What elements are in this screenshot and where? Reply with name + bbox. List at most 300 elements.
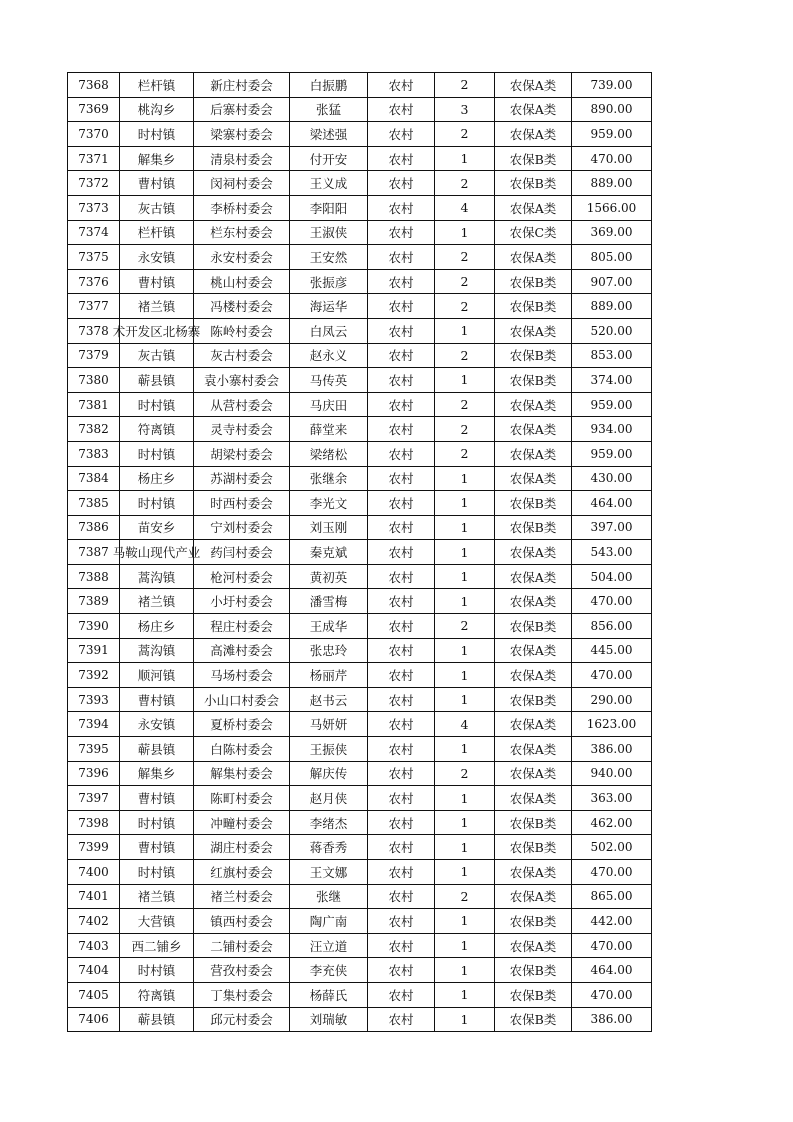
cell-member-count: 2 [435, 245, 495, 270]
cell-amount: 940.00 [572, 761, 652, 786]
cell-village-committee: 高滩村委会 [194, 638, 290, 663]
table-row [68, 761, 652, 786]
cell-row-number: 7397 [68, 786, 120, 811]
cell-township: 曹村镇 [120, 835, 194, 860]
cell-person-name: 李阳阳 [290, 195, 368, 220]
cell-person-name: 杨丽芹 [290, 663, 368, 688]
cell-member-count: 1 [435, 491, 495, 516]
cell-row-number: 7385 [68, 491, 120, 516]
cell-village-committee: 灵寺村委会 [194, 417, 290, 442]
table-row [68, 491, 652, 516]
cell-member-count: 3 [435, 97, 495, 122]
table-row [68, 909, 652, 934]
cell-amount: 907.00 [572, 269, 652, 294]
table-row [68, 220, 652, 245]
cell-row-number: 7387 [68, 540, 120, 565]
cell-insurance-category: 农保B类 [495, 294, 572, 319]
cell-township: 蕲县镇 [120, 368, 194, 393]
cell-amount: 430.00 [572, 466, 652, 491]
cell-insurance-category: 农保A类 [495, 564, 572, 589]
cell-household-type: 农村 [368, 343, 435, 368]
cell-person-name: 梁述强 [290, 122, 368, 147]
cell-household-type: 农村 [368, 318, 435, 343]
cell-village-committee: 胡梁村委会 [194, 441, 290, 466]
cell-row-number: 7377 [68, 294, 120, 319]
cell-row-number: 7393 [68, 687, 120, 712]
cell-household-type: 农村 [368, 761, 435, 786]
cell-township: 符离镇 [120, 417, 194, 442]
cell-village-committee: 药闫村委会 [194, 540, 290, 565]
cell-person-name: 赵永义 [290, 343, 368, 368]
cell-township: 时村镇 [120, 122, 194, 147]
cell-row-number: 7400 [68, 860, 120, 885]
cell-township: 灰古镇 [120, 343, 194, 368]
cell-person-name: 王成华 [290, 614, 368, 639]
cell-township: 时村镇 [120, 810, 194, 835]
table-row [68, 318, 652, 343]
table-row [68, 417, 652, 442]
cell-household-type: 农村 [368, 982, 435, 1007]
cell-amount: 520.00 [572, 318, 652, 343]
cell-person-name: 白凤云 [290, 318, 368, 343]
cell-village-committee: 闵祠村委会 [194, 171, 290, 196]
table-row [68, 466, 652, 491]
cell-amount: 470.00 [572, 933, 652, 958]
cell-person-name: 张振彦 [290, 269, 368, 294]
cell-township: 曹村镇 [120, 687, 194, 712]
cell-person-name: 赵月侠 [290, 786, 368, 811]
cell-township: 曹村镇 [120, 171, 194, 196]
cell-row-number: 7399 [68, 835, 120, 860]
cell-insurance-category: 农保A类 [495, 786, 572, 811]
cell-insurance-category: 农保B类 [495, 171, 572, 196]
cell-village-committee: 陈岭村委会 [194, 318, 290, 343]
cell-member-count: 2 [435, 614, 495, 639]
cell-insurance-category: 农保A类 [495, 122, 572, 147]
cell-person-name: 张继余 [290, 466, 368, 491]
cell-row-number: 7404 [68, 958, 120, 983]
cell-household-type: 农村 [368, 884, 435, 909]
cell-township: 符离镇 [120, 982, 194, 1007]
cell-village-committee: 苏湖村委会 [194, 466, 290, 491]
cell-member-count: 2 [435, 441, 495, 466]
cell-village-committee: 丁集村委会 [194, 982, 290, 1007]
cell-member-count: 2 [435, 417, 495, 442]
cell-person-name: 刘玉刚 [290, 515, 368, 540]
cell-insurance-category: 农保B类 [495, 343, 572, 368]
cell-household-type: 农村 [368, 810, 435, 835]
cell-row-number: 7405 [68, 982, 120, 1007]
cell-insurance-category: 农保B类 [495, 368, 572, 393]
cell-member-count: 2 [435, 122, 495, 147]
table-row [68, 933, 652, 958]
cell-amount: 959.00 [572, 122, 652, 147]
cell-village-committee: 新庄村委会 [194, 73, 290, 98]
cell-village-committee: 湖庄村委会 [194, 835, 290, 860]
cell-township: 蒿沟镇 [120, 564, 194, 589]
cell-row-number: 7388 [68, 564, 120, 589]
cell-township [112, 318, 201, 343]
cell-amount: 502.00 [572, 835, 652, 860]
cell-household-type: 农村 [368, 909, 435, 934]
cell-person-name: 王文娜 [290, 860, 368, 885]
cell-amount: 543.00 [572, 540, 652, 565]
cell-person-name: 马妍妍 [290, 712, 368, 737]
cell-household-type: 农村 [368, 269, 435, 294]
cell-household-type: 农村 [368, 220, 435, 245]
cell-insurance-category: 农保A类 [495, 417, 572, 442]
cell-row-number: 7402 [68, 909, 120, 934]
cell-household-type: 农村 [368, 146, 435, 171]
table-row [68, 294, 652, 319]
cell-village-committee: 营孜村委会 [194, 958, 290, 983]
cell-member-count: 4 [435, 195, 495, 220]
table-row [68, 269, 652, 294]
table-row [68, 835, 652, 860]
cell-row-number: 7384 [68, 466, 120, 491]
table-row [68, 195, 652, 220]
cell-person-name: 蒋香秀 [290, 835, 368, 860]
cell-amount: 865.00 [572, 884, 652, 909]
cell-village-committee: 李桥村委会 [194, 195, 290, 220]
cell-township: 曹村镇 [120, 786, 194, 811]
cell-amount: 470.00 [572, 589, 652, 614]
cell-member-count: 1 [435, 466, 495, 491]
cell-household-type: 农村 [368, 958, 435, 983]
cell-township: 栏杆镇 [120, 220, 194, 245]
cell-row-number: 7380 [68, 368, 120, 393]
cell-row-number: 7396 [68, 761, 120, 786]
cell-member-count: 1 [435, 933, 495, 958]
cell-insurance-category: 农保A类 [495, 97, 572, 122]
cell-household-type: 农村 [368, 417, 435, 442]
cell-village-committee: 栏东村委会 [194, 220, 290, 245]
cell-member-count: 1 [435, 589, 495, 614]
cell-person-name: 解庆传 [290, 761, 368, 786]
cell-row-number: 7398 [68, 810, 120, 835]
cell-text: 马鞍山现代产业 [112, 545, 201, 561]
cell-insurance-category: 农保B类 [495, 146, 572, 171]
records-table [67, 72, 652, 1032]
cell-member-count: 1 [435, 982, 495, 1007]
cell-amount: 386.00 [572, 737, 652, 762]
cell-amount: 369.00 [572, 220, 652, 245]
cell-village-committee: 后寨村委会 [194, 97, 290, 122]
cell-insurance-category: 农保B类 [495, 958, 572, 983]
cell-township: 西二铺乡 [120, 933, 194, 958]
cell-amount: 290.00 [572, 687, 652, 712]
cell-member-count: 1 [435, 786, 495, 811]
cell-village-committee: 梁寨村委会 [194, 122, 290, 147]
cell-row-number: 7369 [68, 97, 120, 122]
cell-township: 顺河镇 [120, 663, 194, 688]
cell-row-number: 7401 [68, 884, 120, 909]
table-row [68, 73, 652, 98]
cell-person-name: 王义成 [290, 171, 368, 196]
cell-household-type: 农村 [368, 515, 435, 540]
table-row [68, 982, 652, 1007]
cell-member-count: 1 [435, 638, 495, 663]
cell-village-committee: 小圩村委会 [194, 589, 290, 614]
cell-member-count: 2 [435, 171, 495, 196]
cell-amount: 386.00 [572, 1007, 652, 1032]
table-row [68, 589, 652, 614]
cell-row-number: 7379 [68, 343, 120, 368]
cell-member-count: 2 [435, 761, 495, 786]
cell-person-name: 付开安 [290, 146, 368, 171]
cell-household-type: 农村 [368, 614, 435, 639]
cell-insurance-category: 农保A类 [495, 663, 572, 688]
cell-village-committee: 程庄村委会 [194, 614, 290, 639]
cell-township: 褚兰镇 [120, 589, 194, 614]
cell-insurance-category: 农保A类 [495, 540, 572, 565]
cell-amount: 856.00 [572, 614, 652, 639]
cell-household-type: 农村 [368, 663, 435, 688]
cell-township: 苗安乡 [120, 515, 194, 540]
cell-village-committee: 红旗村委会 [194, 860, 290, 885]
cell-row-number: 7390 [68, 614, 120, 639]
cell-member-count: 1 [435, 220, 495, 245]
cell-amount: 889.00 [572, 294, 652, 319]
cell-household-type: 农村 [368, 786, 435, 811]
cell-township: 褚兰镇 [120, 884, 194, 909]
cell-person-name: 白振鹏 [290, 73, 368, 98]
cell-member-count: 1 [435, 515, 495, 540]
cell-row-number: 7392 [68, 663, 120, 688]
cell-village-committee: 灰古村委会 [194, 343, 290, 368]
cell-amount: 1623.00 [572, 712, 652, 737]
cell-row-number: 7373 [68, 195, 120, 220]
cell-household-type: 农村 [368, 466, 435, 491]
cell-household-type: 农村 [368, 737, 435, 762]
cell-household-type: 农村 [368, 368, 435, 393]
cell-village-committee: 镇西村委会 [194, 909, 290, 934]
cell-person-name: 汪立道 [290, 933, 368, 958]
cell-village-committee: 永安村委会 [194, 245, 290, 270]
cell-household-type: 农村 [368, 860, 435, 885]
cell-person-name: 李充侠 [290, 958, 368, 983]
cell-row-number: 7370 [68, 122, 120, 147]
table-row [68, 97, 652, 122]
cell-township: 桃沟乡 [120, 97, 194, 122]
cell-insurance-category: 农保A类 [495, 466, 572, 491]
cell-township: 杨庄乡 [120, 466, 194, 491]
cell-row-number: 7382 [68, 417, 120, 442]
cell-member-count: 1 [435, 909, 495, 934]
cell-household-type: 农村 [368, 392, 435, 417]
cell-member-count: 1 [435, 663, 495, 688]
table-row [68, 392, 652, 417]
table-row [68, 786, 652, 811]
cell-person-name: 潘雪梅 [290, 589, 368, 614]
cell-village-committee: 邱元村委会 [194, 1007, 290, 1032]
cell-row-number: 7378 [68, 318, 120, 343]
cell-amount: 442.00 [572, 909, 652, 934]
cell-row-number: 7372 [68, 171, 120, 196]
cell-amount: 363.00 [572, 786, 652, 811]
cell-township: 大营镇 [120, 909, 194, 934]
cell-insurance-category: 农保A类 [495, 589, 572, 614]
cell-village-committee: 袁小寨村委会 [194, 368, 290, 393]
cell-member-count: 1 [435, 368, 495, 393]
cell-insurance-category: 农保B类 [495, 614, 572, 639]
cell-household-type: 农村 [368, 97, 435, 122]
cell-member-count: 1 [435, 810, 495, 835]
table-row [68, 146, 652, 171]
table-row [68, 614, 652, 639]
cell-village-committee: 夏桥村委会 [194, 712, 290, 737]
cell-insurance-category: 农保A类 [495, 195, 572, 220]
cell-household-type: 农村 [368, 73, 435, 98]
cell-amount: 959.00 [572, 441, 652, 466]
cell-person-name: 杨薛氏 [290, 982, 368, 1007]
cell-row-number: 7403 [68, 933, 120, 958]
cell-insurance-category: 农保A类 [495, 245, 572, 270]
cell-amount: 853.00 [572, 343, 652, 368]
cell-insurance-category: 农保A类 [495, 318, 572, 343]
cell-village-committee: 冯楼村委会 [194, 294, 290, 319]
cell-person-name: 李绪杰 [290, 810, 368, 835]
table-row [68, 1007, 652, 1032]
cell-person-name: 王安然 [290, 245, 368, 270]
table-row [68, 860, 652, 885]
cell-household-type: 农村 [368, 245, 435, 270]
cell-amount: 1566.00 [572, 195, 652, 220]
cell-township: 蒿沟镇 [120, 638, 194, 663]
cell-member-count: 4 [435, 712, 495, 737]
cell-village-committee: 清泉村委会 [194, 146, 290, 171]
cell-insurance-category: 农保A类 [495, 761, 572, 786]
cell-household-type: 农村 [368, 122, 435, 147]
cell-insurance-category: 农保B类 [495, 810, 572, 835]
cell-household-type: 农村 [368, 171, 435, 196]
cell-amount: 805.00 [572, 245, 652, 270]
cell-township: 永安镇 [120, 712, 194, 737]
cell-member-count: 1 [435, 958, 495, 983]
table-row [68, 441, 652, 466]
cell-person-name: 张继 [290, 884, 368, 909]
cell-person-name: 黄初英 [290, 564, 368, 589]
cell-person-name: 马传英 [290, 368, 368, 393]
cell-insurance-category: 农保B类 [495, 687, 572, 712]
cell-insurance-category: 农保A类 [495, 860, 572, 885]
cell-row-number: 7381 [68, 392, 120, 417]
cell-member-count: 2 [435, 343, 495, 368]
cell-insurance-category: 农保A类 [495, 392, 572, 417]
cell-village-committee: 从营村委会 [194, 392, 290, 417]
cell-amount: 890.00 [572, 97, 652, 122]
cell-township: 杨庄乡 [120, 614, 194, 639]
cell-township: 栏杆镇 [120, 73, 194, 98]
table-row [68, 343, 652, 368]
cell-household-type: 农村 [368, 1007, 435, 1032]
cell-insurance-category: 农保A类 [495, 441, 572, 466]
cell-household-type: 农村 [368, 540, 435, 565]
cell-village-committee: 褚兰村委会 [194, 884, 290, 909]
cell-amount: 397.00 [572, 515, 652, 540]
cell-township: 曹村镇 [120, 269, 194, 294]
cell-household-type: 农村 [368, 933, 435, 958]
cell-person-name: 赵书云 [290, 687, 368, 712]
cell-member-count: 2 [435, 884, 495, 909]
cell-text: 术开发区北杨寨 [112, 323, 201, 339]
cell-household-type: 农村 [368, 195, 435, 220]
cell-household-type: 农村 [368, 835, 435, 860]
table-row [68, 540, 652, 565]
cell-amount: 464.00 [572, 491, 652, 516]
cell-amount: 374.00 [572, 368, 652, 393]
cell-insurance-category: 农保A类 [495, 737, 572, 762]
table-row [68, 368, 652, 393]
cell-village-committee: 解集村委会 [194, 761, 290, 786]
cell-person-name: 陶广南 [290, 909, 368, 934]
cell-village-committee: 小山口村委会 [194, 687, 290, 712]
cell-member-count: 1 [435, 540, 495, 565]
cell-member-count: 2 [435, 392, 495, 417]
cell-insurance-category: 农保B类 [495, 909, 572, 934]
cell-village-committee: 二铺村委会 [194, 933, 290, 958]
cell-village-committee: 陈町村委会 [194, 786, 290, 811]
cell-township: 灰古镇 [120, 195, 194, 220]
cell-member-count: 1 [435, 1007, 495, 1032]
cell-household-type: 农村 [368, 491, 435, 516]
cell-amount: 504.00 [572, 564, 652, 589]
cell-row-number: 7374 [68, 220, 120, 245]
cell-row-number: 7394 [68, 712, 120, 737]
cell-amount: 934.00 [572, 417, 652, 442]
cell-village-committee: 时西村委会 [194, 491, 290, 516]
cell-household-type: 农村 [368, 712, 435, 737]
cell-row-number: 7389 [68, 589, 120, 614]
cell-row-number: 7371 [68, 146, 120, 171]
cell-township: 褚兰镇 [120, 294, 194, 319]
cell-insurance-category: 农保A类 [495, 73, 572, 98]
cell-household-type: 农村 [368, 441, 435, 466]
cell-member-count: 1 [435, 564, 495, 589]
cell-row-number: 7406 [68, 1007, 120, 1032]
cell-township [112, 540, 201, 565]
cell-insurance-category: 农保B类 [495, 835, 572, 860]
table-row [68, 810, 652, 835]
cell-township: 蕲县镇 [120, 1007, 194, 1032]
cell-township: 时村镇 [120, 491, 194, 516]
cell-row-number: 7386 [68, 515, 120, 540]
cell-village-committee: 宁刘村委会 [194, 515, 290, 540]
cell-person-name: 王淑侠 [290, 220, 368, 245]
table-row [68, 687, 652, 712]
cell-insurance-category: 农保B类 [495, 982, 572, 1007]
cell-amount: 470.00 [572, 860, 652, 885]
cell-member-count: 1 [435, 318, 495, 343]
table-row [68, 245, 652, 270]
cell-amount: 462.00 [572, 810, 652, 835]
cell-household-type: 农村 [368, 564, 435, 589]
table-row [68, 958, 652, 983]
cell-row-number: 7368 [68, 73, 120, 98]
cell-insurance-category: 农保B类 [495, 515, 572, 540]
cell-household-type: 农村 [368, 294, 435, 319]
cell-member-count: 2 [435, 73, 495, 98]
table-row [68, 712, 652, 737]
cell-insurance-category: 农保B类 [495, 1007, 572, 1032]
table-row [68, 515, 652, 540]
cell-person-name: 马庆田 [290, 392, 368, 417]
cell-village-committee: 马场村委会 [194, 663, 290, 688]
cell-insurance-category: 农保A类 [495, 638, 572, 663]
table-row [68, 737, 652, 762]
cell-member-count: 1 [435, 835, 495, 860]
cell-township: 时村镇 [120, 860, 194, 885]
